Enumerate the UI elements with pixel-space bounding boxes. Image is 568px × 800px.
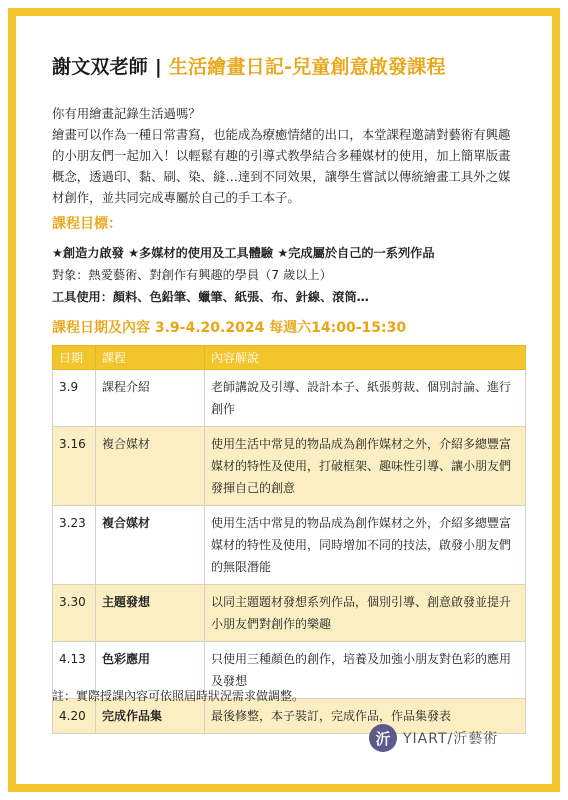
footnote: 註：實際授課內容可依照屆時狀況需求做調整。 xyxy=(52,689,305,703)
goals-heading: 課程目標： xyxy=(52,216,122,232)
table-row xyxy=(53,506,526,585)
teacher-name: 謝文双老師 xyxy=(52,56,149,78)
logo-name: YIART/沂藝術 xyxy=(403,731,499,747)
title-separator: | xyxy=(154,56,162,78)
row-content: 只使用三種顏色的創作，培養及加強小朋友對色彩的應用及發想 xyxy=(205,642,526,699)
table-header-row xyxy=(53,346,526,370)
row-date: 4.13 xyxy=(53,642,96,699)
row-date: 3.23 xyxy=(53,506,96,585)
intro-question: 你有用繪畫記錄生活過嗎？ xyxy=(52,106,201,121)
course-title: 生活繪畫日記-兒童創意啟發課程 xyxy=(168,56,446,78)
goals-tools: 工具使用：顏料、色鉛筆、蠟筆、紙張、布、針線、滾筒… xyxy=(52,290,369,304)
column-header-content: 內容解說 xyxy=(205,346,526,370)
row-date: 3.9 xyxy=(53,370,96,427)
goals-items: ★創造力啟發 ★多媒材的使用及工具體驗 ★完成屬於自己的一系列作品 xyxy=(52,246,435,260)
row-course: 課程介紹 xyxy=(96,370,205,427)
goals-section xyxy=(52,242,522,308)
row-date: 4.20 xyxy=(53,699,96,734)
row-date: 3.30 xyxy=(53,585,96,642)
schedule-heading: 課程日期及內容 3.9-4.20.2024 每週六14:00-15:30 xyxy=(52,320,407,336)
table-row xyxy=(53,585,526,642)
row-course: 色彩應用 xyxy=(96,642,205,699)
intro-section xyxy=(52,103,522,208)
logo-mark-icon: 沂 xyxy=(369,724,397,752)
row-course: 複合媒材 xyxy=(96,427,205,506)
row-course: 複合媒材 xyxy=(96,506,205,585)
column-header-date: 日期 xyxy=(53,346,96,370)
column-header-course: 課程 xyxy=(96,346,205,370)
row-content: 以同主題題材發想系列作品，個別引導、創意啟發並提升小朋友們對創作的樂趣 xyxy=(205,585,526,642)
intro-body: 繪畫可以作為一種日常書寫，也能成為療癒情緒的出口，本堂課程邀請對藝術有興趣的小朋友們一起加入！以輕鬆有趣的引導式教學結合多種媒材的使用，加上簡單版畫概念，透過印、黏、刷、染、縫…達到不同效果，讓學生嘗試以傳統繪畫工具外之媒材創作，並共同完成專屬於自己的手工本子。 xyxy=(52,127,511,205)
row-date: 3.16 xyxy=(53,427,96,506)
row-content: 老師講說及引導、設計本子、紙張剪裁、個別討論、進行創作 xyxy=(205,370,526,427)
row-content: 使用生活中常見的物品成為創作媒材之外，介紹多總豐富媒材的特性及使用，同時增加不同的技法，啟發小朋友們的無限潛能 xyxy=(205,506,526,585)
table-row xyxy=(53,370,526,427)
page-title xyxy=(52,52,446,79)
row-content: 使用生活中常見的物品成為創作媒材之外，介紹多總豐富媒材的特性及使用，打破框架、趣味性引導、讓小朋友們發揮自己的創意 xyxy=(205,427,526,506)
row-content: 最後修整，本子裝訂，完成作品，作品集發表 xyxy=(205,699,526,734)
row-course: 主題發想 xyxy=(96,585,205,642)
goals-audience: 對象：熱愛藝術、對創作有興趣的學員（7 歲以上） xyxy=(52,268,332,282)
brand-logo xyxy=(369,724,498,752)
schedule-table xyxy=(52,345,526,734)
table-row xyxy=(53,427,526,506)
row-course: 完成作品集 xyxy=(96,699,205,734)
